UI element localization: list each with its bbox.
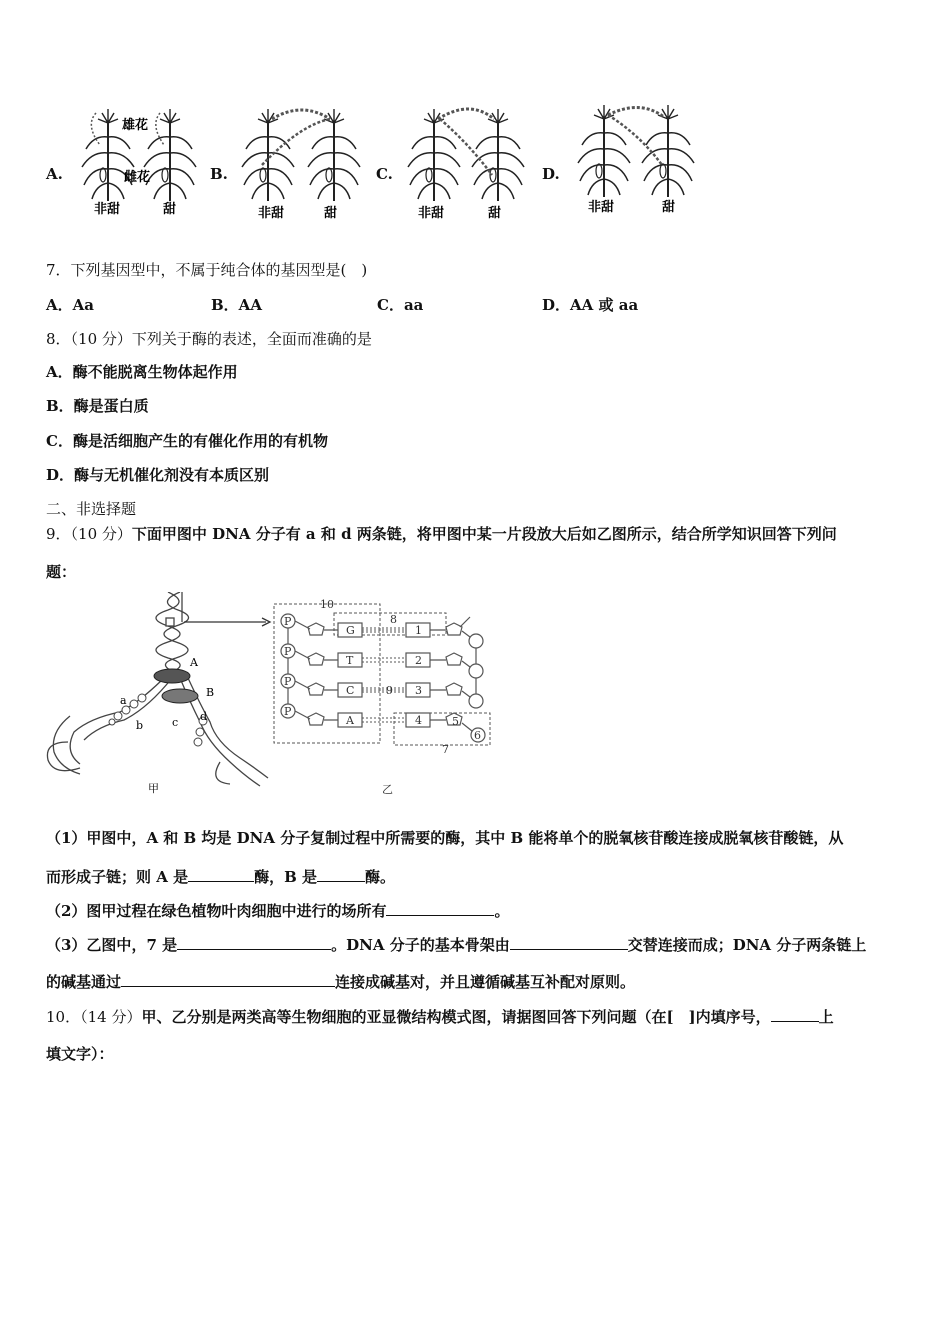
phosphate-label-3: P [284, 675, 292, 688]
q9-sub2-text-a: （2）图甲过程在绿色植物叶肉细胞中进行的场所有 [46, 902, 387, 920]
option-d-left-label: 非甜 [588, 200, 615, 215]
figure-yi-caption: 乙 [382, 783, 393, 796]
magnify-arrow [180, 615, 280, 629]
q9-sub1-line2 [46, 866, 395, 887]
q10-number: 10．（14 分） [46, 1008, 142, 1026]
q9-stem-line2: 题： [46, 563, 77, 581]
q9-sub2-text-b: 。 [494, 902, 510, 920]
q8-option-c: C．酶是活细胞产生的有催化作用的有机物 [46, 432, 328, 450]
q9-sub1-text-b: 酶，B 是 [254, 868, 317, 886]
strand-c-label: c [172, 716, 179, 729]
q9-sub1-text-c: 酶。 [365, 868, 396, 886]
q9-sub3-text-c: 交替连接而成；DNA 分子两条链上 [627, 936, 867, 954]
enzyme-b-label: B [206, 686, 215, 699]
option-d-letter: D. [542, 165, 560, 183]
label-9: 9 [386, 684, 393, 697]
label-5: 5 [452, 715, 459, 728]
q9-sub3-line2 [46, 971, 635, 992]
blank-location[interactable] [386, 900, 494, 916]
q9-sub2 [46, 900, 509, 921]
phosphate-label-4: P [284, 705, 292, 718]
option-b-letter: B. [210, 165, 228, 183]
q9-sub1-line1: （1）甲图中，A 和 B 均是 DNA 分子复制过程中所需要的酶，其中 B 能将单个的脱氧核苷酸连接成脱氧核苷酸链，从 [46, 829, 844, 847]
q8-number: 8．（10 分） [46, 330, 132, 348]
q9-sub3-text-b: 。DNA 分子的基本骨架由 [331, 936, 510, 954]
label-10: 10 [320, 598, 334, 611]
q7-stem: 7．下列基因型中，不属于纯合体的基因型是( ) [46, 261, 368, 279]
label-4: 4 [415, 714, 422, 727]
q9-sub3-line1 [46, 934, 866, 955]
option-c-left-label: 非甜 [418, 206, 445, 221]
q8-option-d: D．酶与无机催化剂没有本质区别 [46, 466, 270, 484]
enzyme-a-label: A [190, 656, 198, 669]
q7-option-a: A．Aa [46, 296, 94, 314]
option-a-letter: A. [46, 165, 63, 183]
q7-option-c: C．aa [377, 296, 424, 314]
q10-stem-text-b: 上 [818, 1008, 834, 1026]
strand-a-label: a [120, 694, 127, 707]
option-b-left-label: 非甜 [258, 206, 285, 221]
label-7: 7 [442, 743, 449, 756]
q10-stem-line1 [46, 1006, 834, 1027]
label-2: 2 [415, 654, 422, 667]
q7-option-b: B．AA [211, 296, 262, 314]
phosphate-label-2: P [284, 645, 292, 658]
option-c-figure [408, 109, 524, 221]
male-flower-label: 雄花 [122, 118, 149, 133]
corn-pollination-figures [0, 105, 950, 230]
q9-number: 9．（10 分） [46, 525, 132, 543]
base-g: G [346, 624, 355, 637]
label-1: 1 [415, 624, 422, 637]
option-a-figure [82, 109, 196, 217]
blank-backbone[interactable] [510, 934, 628, 950]
option-d-figure [578, 105, 694, 215]
option-a-left-label: 非甜 [94, 202, 121, 217]
phosphate-label-1: P [284, 615, 292, 628]
label-3: 3 [415, 684, 422, 697]
q8-option-b: B．酶是蛋白质 [46, 397, 149, 415]
q10-stem-line2: 填文字）： [46, 1045, 114, 1063]
blank-q10[interactable] [771, 1006, 819, 1022]
base-a: A [346, 714, 354, 727]
female-flower-label: 雌花 [124, 170, 151, 185]
q9-sub3-text-a: （3）乙图中，7 是 [46, 936, 178, 954]
option-c-right-label: 甜 [488, 206, 502, 221]
q9-stem-text: 下面甲图中 DNA 分子有 a 和 d 两条链，将甲图中某一片段放大后如乙图所示，结合所学知识回答下列问 [131, 525, 837, 543]
q7-option-d: D．AA 或 aa [542, 296, 639, 314]
base-t: T [346, 654, 354, 667]
q9-sub3-text-e: 连接成碱基对，并且遵循碱基互补配对原则。 [335, 973, 636, 991]
label-6: 6 [474, 729, 481, 742]
q9-sub1-text-a: 而形成子链；则 A 是 [46, 868, 189, 886]
q9-sub3-text-d: 的碱基通过 [46, 973, 122, 991]
q8-stem-text: 下列关于酶的表述，全面而准确的是 [131, 330, 372, 348]
blank-structure-7[interactable] [177, 934, 331, 950]
option-b-right-label: 甜 [324, 206, 338, 221]
q8-option-a: A．酶不能脱离生物体起作用 [46, 363, 238, 381]
strand-b-label: b [136, 719, 144, 732]
base-c: C [346, 684, 355, 697]
blank-bond[interactable] [121, 971, 335, 987]
section-heading: 二、非选择题 [46, 500, 137, 518]
label-8: 8 [390, 613, 397, 626]
q9-stem-line1 [46, 524, 837, 544]
option-a-right-label: 甜 [163, 202, 177, 217]
q10-stem-text-a: 甲、乙分别是两类高等生物细胞的亚显微结构模式图，请据图回答下列问题（在[ ]内填序号， [141, 1008, 771, 1026]
dna-fragment-figure [272, 595, 502, 800]
blank-enzyme-a[interactable] [188, 866, 254, 882]
option-c-letter: C. [376, 165, 393, 183]
option-d-right-label: 甜 [662, 200, 676, 215]
q8-stem [46, 329, 372, 349]
figure-jia-caption: 甲 [148, 782, 159, 795]
strand-d-label: d [200, 710, 208, 723]
blank-enzyme-b[interactable] [317, 866, 365, 882]
option-b-figure [242, 109, 360, 221]
